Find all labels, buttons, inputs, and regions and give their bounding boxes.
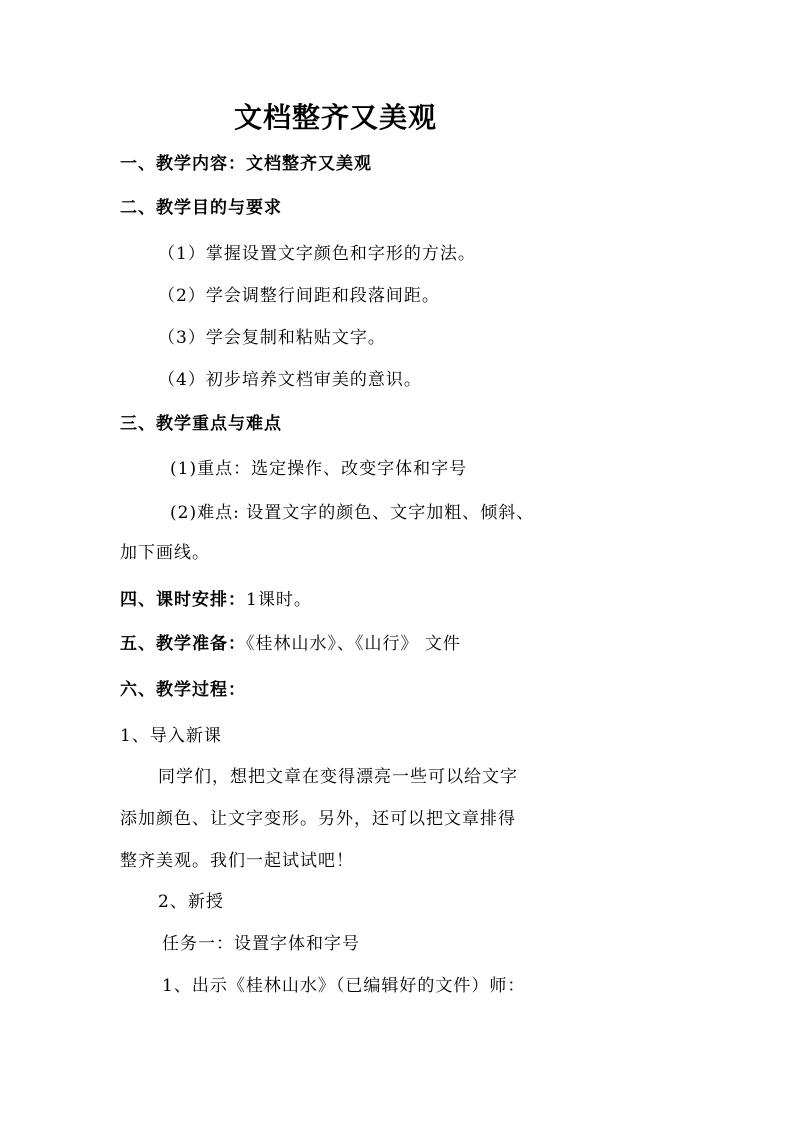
section2-heading: 二、教学目的与要求 [120, 198, 282, 218]
objective-item-3: （3）学会复制和粘贴文字。 [158, 328, 386, 348]
intro-heading: 1、导入新课 [120, 726, 222, 746]
section5-label: 五、教学准备： [120, 634, 246, 654]
document-title: 文档整齐又美观 [234, 101, 438, 134]
section3-heading: 三、教学重点与难点 [120, 414, 282, 434]
intro-paragraph-line2: 添加颜色、让文字变形。另外，还可以把文章排得 [120, 809, 516, 829]
objective-item-2: （2）学会调整行间距和段落间距。 [158, 286, 440, 306]
section1-label: 一、教学内容： [120, 154, 246, 174]
new-lesson-heading: 2、新授 [158, 892, 224, 912]
section5-line [120, 633, 461, 655]
section1-text: 文档整齐又美观 [246, 154, 372, 174]
step1-text: 1、出示《桂林山水》（已编辑好的文件）师： [162, 976, 526, 996]
intro-paragraph-line1: 同学们，想把文章在变得漂亮一些可以给文字 [158, 767, 518, 787]
key-point-text: (1)重点：选定操作、改变字体和字号 [170, 459, 468, 479]
section4-text: 1课时。 [246, 590, 312, 610]
section4-line [120, 589, 312, 611]
section1-line [120, 153, 372, 175]
intro-paragraph-line3: 整齐美观。我们一起试试吧！ [120, 851, 354, 871]
section4-label: 四、课时安排： [120, 590, 246, 610]
section6-heading: 六、教学过程： [120, 680, 246, 700]
objective-item-1: （1）掌握设置文字颜色和字形的方法。 [158, 244, 476, 264]
difficult-point-text: (2)难点: 设置文字的颜色、文字加粗、倾斜、 [170, 503, 535, 523]
objective-item-4: （4）初步培养文档审美的意识。 [158, 370, 422, 390]
section5-text: 《桂林山水》、《山行》 文件 [246, 634, 461, 654]
task1-heading: 任务一：设置字体和字号 [162, 934, 360, 954]
difficult-point-continuation: 加下画线。 [120, 543, 210, 563]
